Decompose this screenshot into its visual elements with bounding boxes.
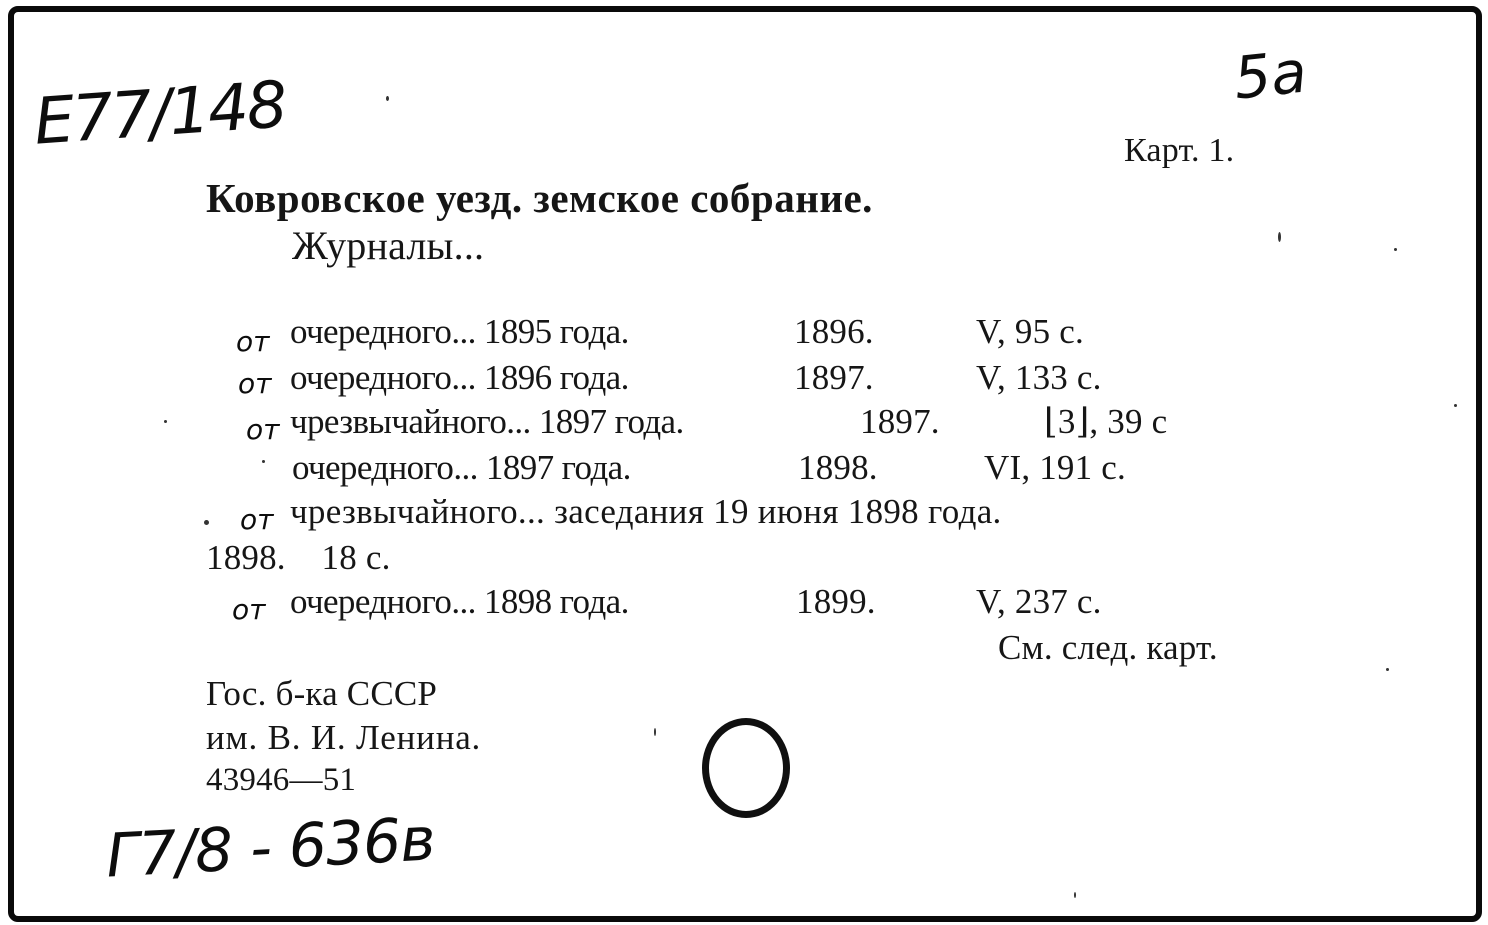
entry-text: очередного... 1898 года. (290, 582, 629, 621)
scan-speck (1394, 248, 1397, 251)
entry-text: очередного... 1896 года. (290, 358, 629, 397)
entry-text: очередного... 1897 года. (292, 448, 631, 487)
see-next-card-note: См. след. карт. (998, 628, 1218, 667)
entry-text: чрезвычайного... 1897 года. (290, 402, 684, 441)
library-line-3: 43946—51 (206, 762, 357, 798)
scan-speck (164, 420, 167, 423)
entry-year: 1896. (794, 312, 874, 351)
entry-pages: V, 95 с. (976, 312, 1084, 351)
entry-year: 1897. (794, 358, 874, 397)
handwritten-prefix: от (246, 413, 280, 446)
handwritten-prefix: от (232, 593, 266, 626)
entry-year: 1899. (796, 582, 876, 621)
scan-speck (654, 728, 656, 736)
entry-pages: V, 237 с. (976, 582, 1102, 621)
record-subtitle: Журналы... (292, 223, 485, 268)
punch-hole-circle (702, 718, 790, 818)
entry-year: 1897. (860, 402, 940, 441)
scan-speck (1386, 668, 1389, 671)
handwritten-corner-mark: 5а (1230, 37, 1310, 113)
card-number: Карт. 1. (1124, 132, 1235, 169)
handwritten-prefix: от (238, 367, 272, 400)
catalog-card (8, 6, 1482, 922)
entry-pages: V, 133 с. (976, 358, 1102, 397)
entry-text: 1898. 18 с. (206, 538, 391, 577)
scan-speck (262, 460, 265, 463)
entry-pages: VI, 191 с. (984, 448, 1126, 487)
entry-text: очередного... 1895 года. (290, 312, 629, 351)
scan-speck (1074, 892, 1076, 898)
handwritten-shelfmark-top: E77/148 (31, 68, 288, 160)
scan-speck (204, 520, 209, 525)
scan-speck (1454, 404, 1457, 407)
handwritten-prefix: от (240, 503, 274, 536)
handwritten-prefix: от (236, 325, 270, 358)
entry-year: 1898. (798, 448, 878, 487)
scan-speck (386, 96, 389, 101)
library-line-1: Гос. б-ка СССР (206, 674, 438, 713)
entry-pages: ⌊3⌋, 39 с (1044, 402, 1168, 441)
library-line-2: им. В. И. Ленина. (206, 718, 482, 757)
handwritten-shelfmark-bottom: Г7/8 - 636в (104, 804, 437, 892)
entry-text: чрезвычайного... заседания 19 июня 1898 года. (290, 492, 1002, 531)
record-title: Ковровское уезд. земское собрание. (206, 175, 873, 221)
scan-speck (1278, 232, 1281, 242)
